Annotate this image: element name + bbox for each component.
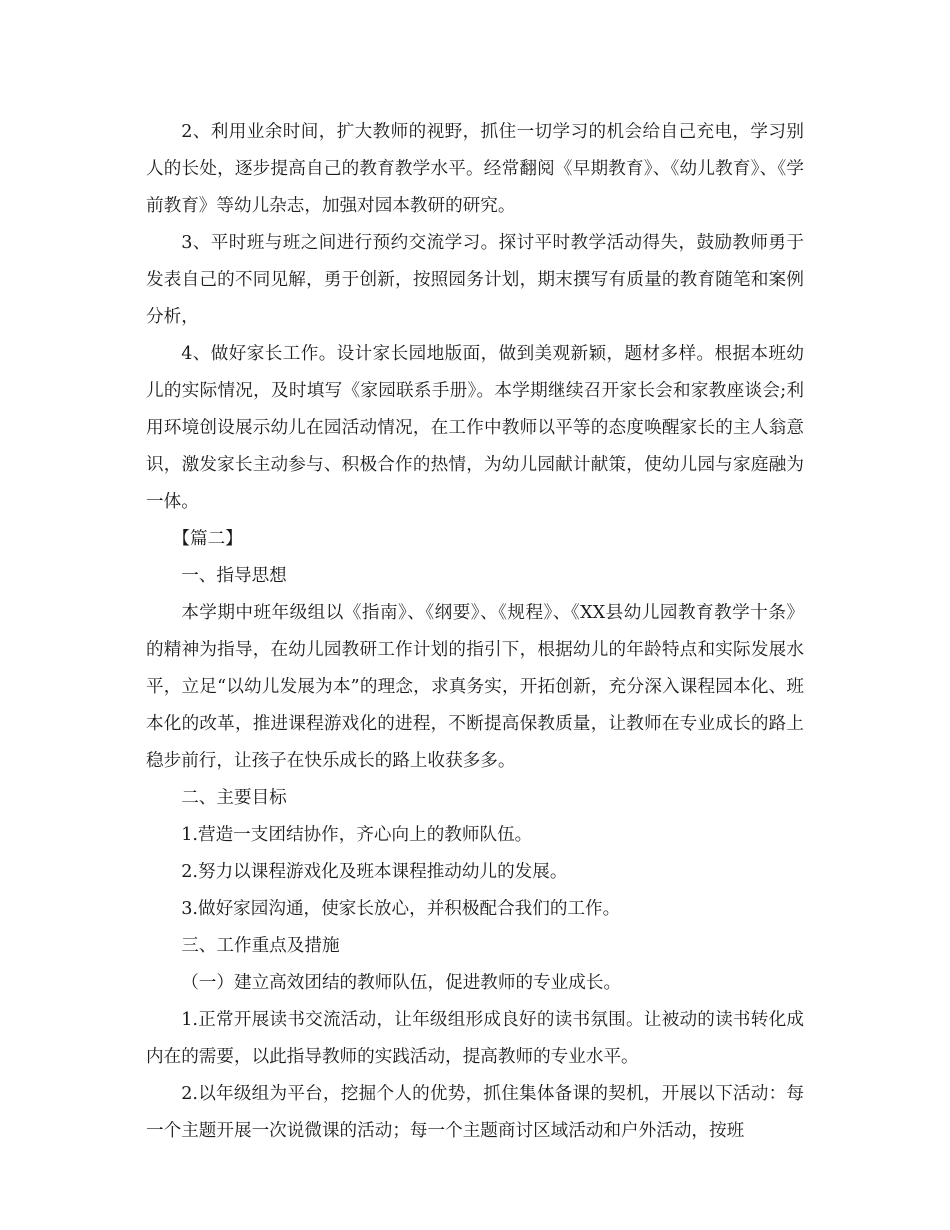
heading-guiding-ideology: 一、指导思想 [181, 566, 287, 586]
paragraph-guiding-ideology: 本学期中班年级组以《指南》、《纲要》、《规程》、《XX县幼儿园教育教学十条》的精神为指导，在幼儿园教研工作计划的指引下，根据幼儿的年龄特点和实际发展水平，立足“以幼儿发展为本”的理念，求真务实，开拓创新，充分深入课程园本化、班本化的改革，推进课程游戏化的进程，不断提高保教质量，让教师在专业成长的路上稳步前行，让孩子在快乐成长的路上收获多多。 [146, 603, 804, 771]
goal-item-1: 1.营造一支团结协作，齐心向上的教师队伍。 [181, 825, 533, 845]
measure-item-2: 2.以年级组为平台，挖掘个人的优势，抓住集体备课的契机，开展以下活动：每一个主题开展一次说微课的活动；每一个主题商讨区域活动和户外活动，按班 [146, 1084, 804, 1141]
paragraph-study-journals: 2、利用业余时间，扩大教师的视野，抓住一切学习的机会给自己充电，学习别人的长处，逐步提高自己的教育教学水平。经常翻阅《早期教育》、《幼儿教育》、《学前教育》等幼儿杂志，加强对园本教研的研究。 [146, 122, 804, 216]
measure-item-1: 1.正常开展读书交流活动，让年级组形成良好的读书氛围。让被动的读书转化成内在的需要，以此指导教师的实践活动，提高教师的专业水平。 [146, 1010, 804, 1067]
paragraph-parent-work: 4、做好家长工作。设计家长园地版面，做到美观新颖，题材多样。根据本班幼儿的实际情况，及时填写《家园联系手册》。本学期继续召开家长会和家教座谈会;利用环境创设展示幼儿在园活动情况，在工作中教师以平等的态度唤醒家长的主人翁意识，激发家长主动参与、积极合作的热情，为幼儿园献计献策，使幼儿园与家庭融为一体。 [146, 344, 804, 512]
heading-main-goals: 二、主要目标 [181, 788, 287, 808]
heading-work-focus: 三、工作重点及措施 [181, 936, 340, 956]
paragraph-class-exchange: 3、平时班与班之间进行预约交流学习。探讨平时教学活动得失，鼓励教师勇于发表自己的不同见解，勇于创新，按照园务计划，期末撰写有质量的教育随笔和案例分析， [146, 233, 804, 327]
section-heading-part-two: 【篇二】 [172, 529, 243, 549]
goal-item-2: 2.努力以课程游戏化及班本课程推动幼儿的发展。 [181, 862, 568, 882]
goal-item-3: 3.做好家园沟通，使家长放心，并积极配合我们的工作。 [181, 899, 621, 919]
subheading-teacher-team: （一）建立高效团结的教师队伍，促进教师的专业成长。 [181, 973, 622, 993]
